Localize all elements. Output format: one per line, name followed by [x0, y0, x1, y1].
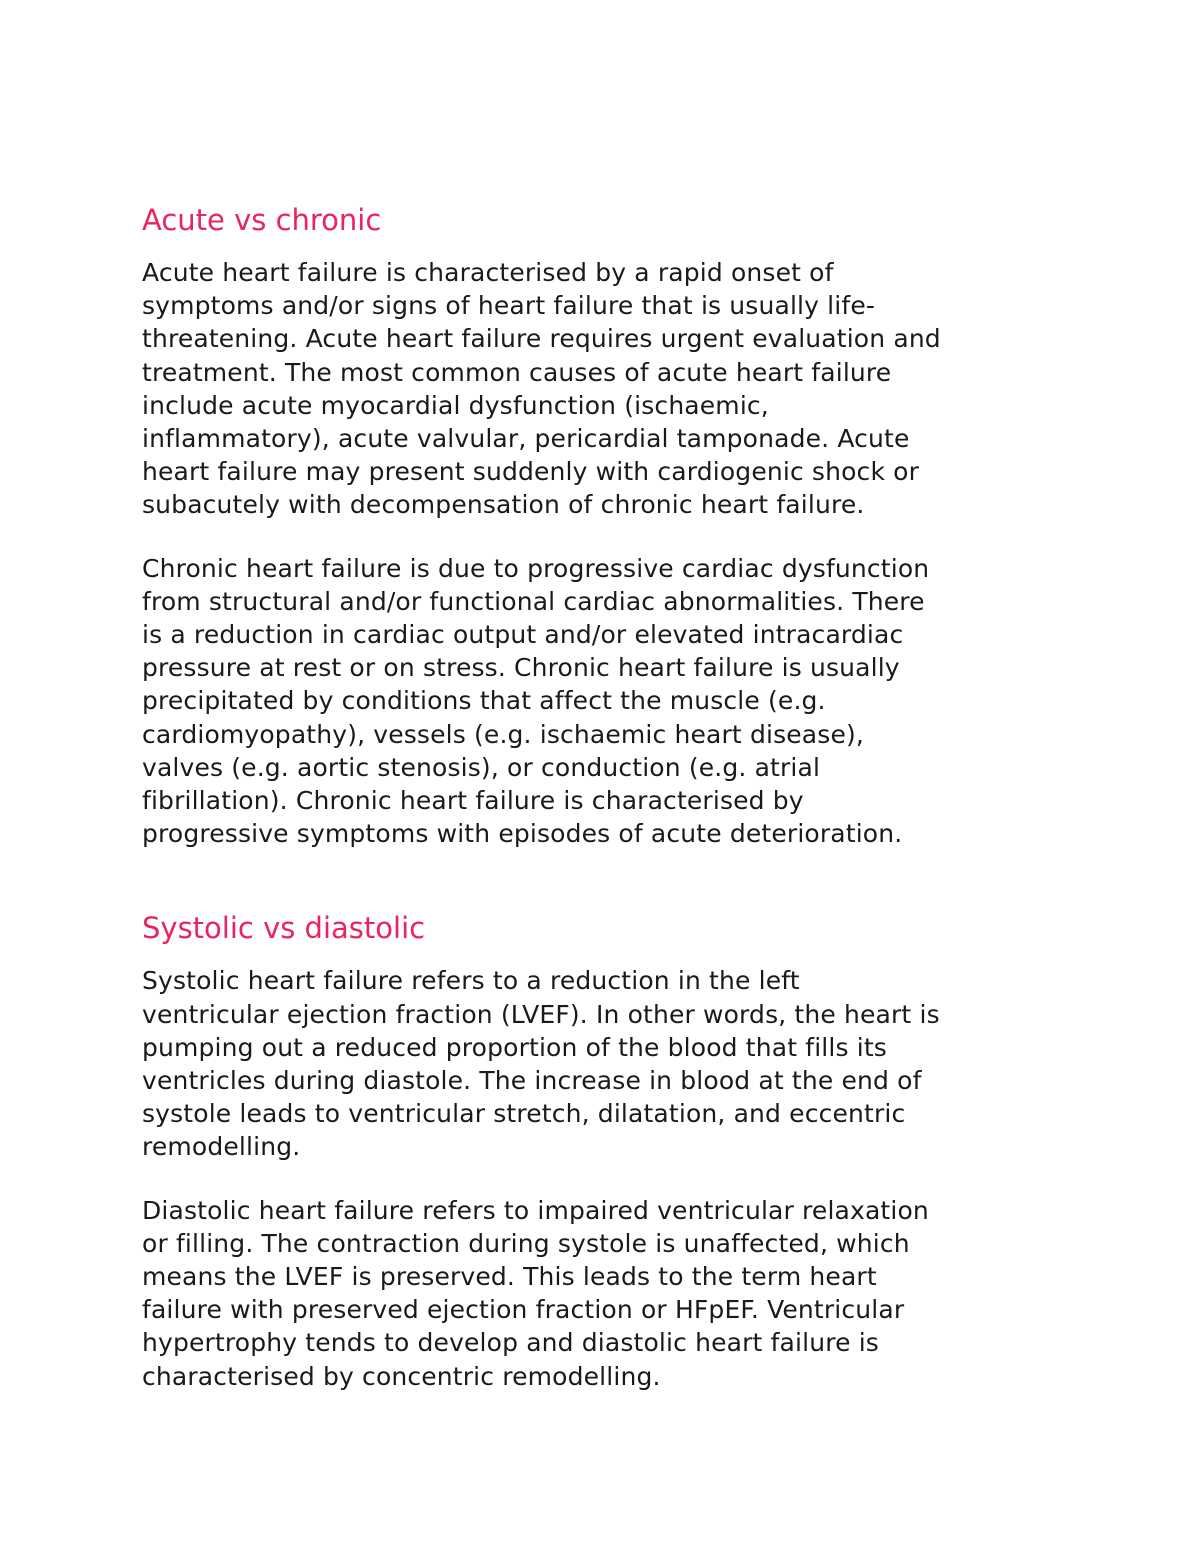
text-line: inflammatory), acute valvular, pericardial tamponade. Acute: [142, 424, 910, 454]
paragraph-chronic-heart-failure: [142, 552, 1072, 851]
text-line: fibrillation). Chronic heart failure is characterised by: [142, 786, 804, 816]
text-line: remodelling.: [142, 1132, 301, 1162]
section-heading-acute-vs-chronic: Acute vs chronic: [142, 203, 382, 237]
text-line: treatment. The most common causes of acute heart failure: [142, 357, 892, 387]
text-line: pumping out a reduced proportion of the blood that fills its: [142, 1032, 887, 1062]
text-line: include acute myocardial dysfunction (ischaemic,: [142, 390, 769, 420]
text-line: precipitated by conditions that affect the muscle (e.g.: [142, 686, 826, 716]
text-line: is a reduction in cardiac output and/or elevated intracardiac: [142, 620, 904, 650]
text-line: Diastolic heart failure refers to impaired ventricular relaxation: [142, 1195, 929, 1225]
text-line: characterised by concentric remodelling.: [142, 1361, 661, 1391]
text-line: pressure at rest or on stress. Chronic heart failure is usually: [142, 653, 900, 683]
text-line: Chronic heart failure is due to progressive cardiac dysfunction: [142, 553, 930, 583]
text-line: means the LVEF is preserved. This leads to the term heart: [142, 1262, 877, 1292]
text-line: hypertrophy tends to develop and diastolic heart failure is: [142, 1328, 879, 1358]
text-line: symptoms and/or signs of heart failure that is usually life-: [142, 291, 876, 321]
text-line: or filling. The contraction during systole is unaffected, which: [142, 1228, 910, 1258]
text-line: ventricles during diastole. The increase in blood at the end of: [142, 1066, 922, 1096]
document-page: [142, 198, 1072, 1393]
text-line: from structural and/or functional cardiac abnormalities. There: [142, 586, 925, 616]
paragraph-acute-heart-failure: [142, 256, 1072, 522]
text-line: Systolic heart failure refers to a reduction in the left: [142, 966, 800, 996]
text-line: failure with preserved ejection fraction or HFpEF. Ventricular: [142, 1295, 905, 1325]
text-line: threatening. Acute heart failure requires urgent evaluation and: [142, 324, 941, 354]
text-line: ventricular ejection fraction (LVEF). In other words, the heart is: [142, 999, 940, 1029]
text-line: heart failure may present suddenly with cardiogenic shock or: [142, 457, 920, 487]
text-line: systole leads to ventricular stretch, dilatation, and eccentric: [142, 1099, 906, 1129]
section-heading-systolic-vs-diastolic: Systolic vs diastolic: [142, 911, 426, 946]
text-line: Acute heart failure is characterised by a rapid onset of: [142, 258, 834, 287]
text-line: cardiomyopathy), vessels (e.g. ischaemic heart disease),: [142, 719, 864, 749]
paragraph-systolic-heart-failure: [142, 964, 1072, 1163]
text-line: valves (e.g. aortic stenosis), or conduction (e.g. atrial: [142, 752, 821, 782]
text-line: subacutely with decompensation of chronic heart failure.: [142, 490, 865, 520]
text-line: progressive symptoms with episodes of acute deterioration.: [142, 819, 903, 849]
paragraph-diastolic-heart-failure: [142, 1194, 1072, 1393]
